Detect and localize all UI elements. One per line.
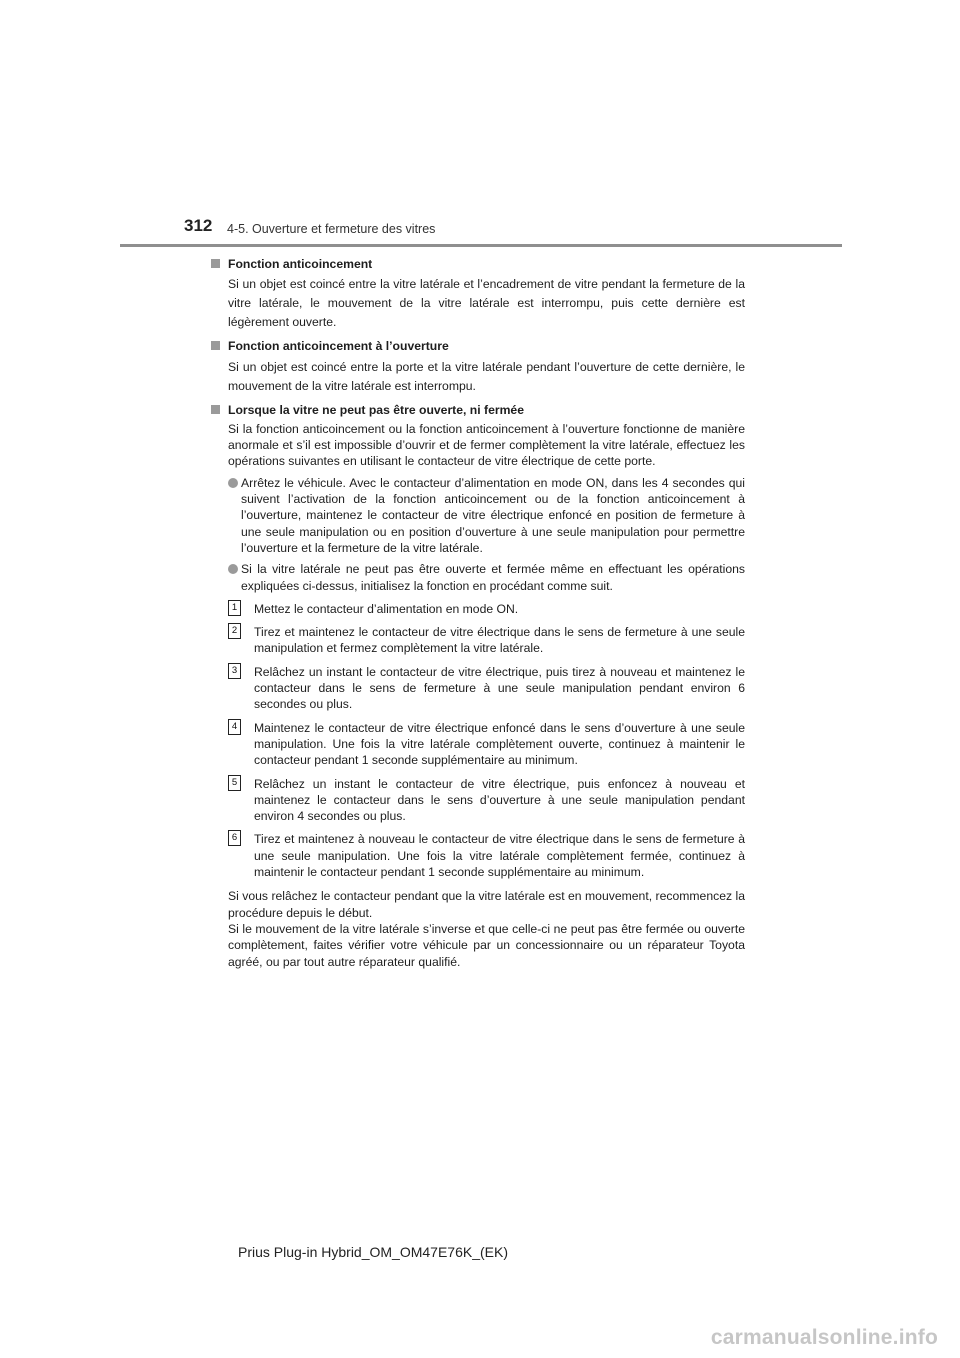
chapter-title: 4-5. Ouverture et fermeture des vitres <box>227 222 436 236</box>
note-text: Si le mouvement de la vitre latérale s’inverse et que celle-ci ne peut pas être fermée ou ouverte complètement, faites vérifier votre véhicule par un concessionnaire ou un réparateur Toyota agréé, ou par tout autre réparateur qualifié. <box>228 921 745 969</box>
step-text: Mettez le contacteur d’alimentation en mode ON. <box>254 601 519 616</box>
step-number-badge: 4 <box>228 719 241 735</box>
square-bullet-icon <box>211 405 220 414</box>
step-text: Tirez et maintenez le contacteur de vitre électrique dans le sens de fermeture à une seule manipulation et fermez complètement la vitre latérale. <box>254 625 745 656</box>
step-text: Relâchez un instant le contacteur de vitre électrique, puis enfoncez à nouveau et maintenez le contacteur dans le sens d’ouverture à une seule manipulation pendant environ 4 secondes ou plus. <box>254 776 745 824</box>
step-number-badge: 3 <box>228 663 241 679</box>
list-item <box>228 475 745 556</box>
list-item <box>228 561 745 594</box>
square-bullet-icon <box>211 259 220 268</box>
step-text: Relâchez un instant le contacteur de vitre électrique, puis tirez à nouveau et maintenez le contacteur dans le sens de fermeture à une seule manipulation pendant environ 6 secondes ou plus. <box>254 664 745 712</box>
step-item <box>228 776 745 825</box>
step-number-badge: 6 <box>228 830 241 846</box>
footer-model: Prius Plug-in Hybrid_OM_OM47E76K_(EK) <box>238 1244 508 1260</box>
page-content <box>210 256 745 976</box>
round-bullet-icon <box>228 478 238 488</box>
section-vitre-bloquee <box>210 402 745 970</box>
round-bullet-icon <box>228 564 238 574</box>
header-rule <box>120 244 842 247</box>
step-item <box>228 664 745 713</box>
step-item <box>228 624 745 657</box>
step-text: Maintenez le contacteur de vitre électrique enfoncé dans le sens d’ouverture à une seule manipulation. Une fois la vitre latérale complètement ouverte, continuez à maintenir le contacteur pendant 1 seconde supplémentaire au minimum. <box>254 720 745 768</box>
section-text: Si un objet est coincé entre la vitre latérale et l’encadrement de vitre pendant la fermeture de la vitre latérale, le mouvement de la vitre latérale est interrompu, puis cette dernière est légèrement ouverte. <box>228 277 745 330</box>
square-bullet-icon <box>211 341 220 350</box>
section-title: Lorsque la vitre ne peut pas être ouverte, ni fermée <box>228 402 524 417</box>
section-anticoincement <box>210 256 745 332</box>
step-text: Tirez et maintenez à nouveau le contacteur de vitre électrique dans le sens de fermeture à une seule manipulation. Une fois la vitre latérale complètement fermée, continuez à maintenir le contacteur pendant 1 seconde supplémentaire au minimum. <box>254 832 745 880</box>
section-anticoincement-ouverture <box>210 338 745 395</box>
section-text: Si un objet est coincé entre la porte et la vitre latérale pendant l’ouverture de cette dernière, le mouvement de la vitre latérale est interrompu. <box>228 359 745 393</box>
watermark: carmanualsonline.info <box>710 1326 938 1349</box>
bullet-text: Arrêtez le véhicule. Avec le contacteur d’alimentation en mode ON, dans les 4 secondes qui suivent l’activation de la fonction anticoincement ou de la fonction anticoincement à l’ouverture, maintenez le contacteur de vitre électrique enfoncé en position de fermeture à une seule manipulation ou en position d’ouverture à une seule manipulation pour permettre l’ouverture et la fermeture de la vitre latérale. <box>241 475 745 555</box>
section-title: Fonction anticoincement à l’ouverture <box>228 339 449 354</box>
note-text: Si vous relâchez le contacteur pendant que la vitre latérale est en mouvement, recommencez la procédure depuis le début. <box>228 889 745 920</box>
step-number-badge: 5 <box>228 775 241 791</box>
page-number: 312 <box>184 216 213 235</box>
step-item <box>228 831 745 880</box>
section-text: Si la fonction anticoincement ou la fonction anticoincement à l’ouverture fonctionne de manière anormale et s’il est impossible d’ouvrir et de fermer complètement la vitre latérale, effectuez les opérations suivantes en utilisant le contacteur de vitre électrique de cette porte. <box>228 421 745 469</box>
page-header <box>120 216 842 248</box>
section-title: Fonction anticoincement <box>228 257 373 271</box>
step-number-badge: 1 <box>228 600 241 616</box>
step-item <box>228 720 745 769</box>
step-number-badge: 2 <box>228 623 241 639</box>
bullet-text: Si la vitre latérale ne peut pas être ouverte et fermée même en effectuant les opérations expliquées ci-dessus, initialisez la fonction en procédant comme suit. <box>241 562 745 593</box>
step-item <box>228 601 745 617</box>
step-list <box>228 601 745 880</box>
note-block <box>228 888 745 969</box>
